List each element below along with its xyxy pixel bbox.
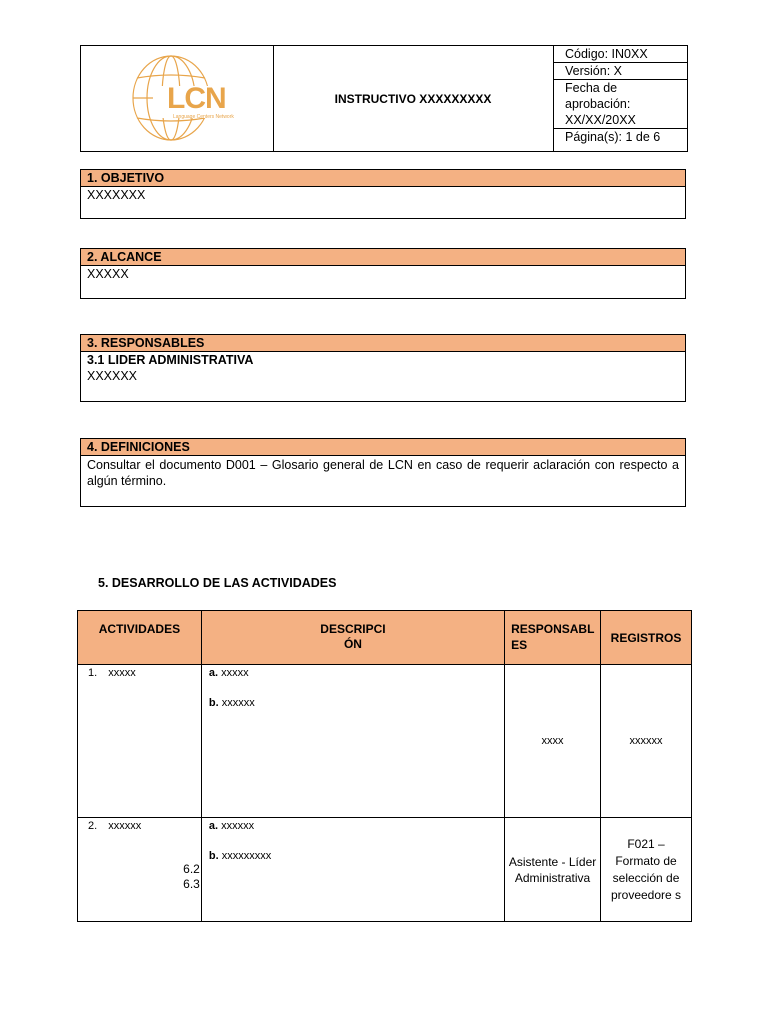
document-meta (554, 46, 687, 151)
step-b-label: b. (208, 850, 219, 862)
section-objetivo (80, 169, 686, 219)
table-row (78, 818, 692, 922)
section-title: 1. OBJETIVO (81, 170, 685, 187)
ref-6-2: 6.2 (183, 862, 200, 876)
cell-responsables: xxxx (505, 665, 601, 818)
step-a-label: a. (208, 820, 219, 832)
step-a-text: xxxxxx (218, 820, 255, 832)
section-subtitle: 3.1 LIDER ADMINISTRATIVA (87, 353, 254, 367)
section-title: 2. ALCANCE (81, 249, 685, 266)
document-title: INSTRUCTIVO XXXXXXXXX (273, 46, 554, 151)
document-header (80, 45, 688, 152)
fecha-line-3: XX/XX/20XX (565, 113, 636, 127)
fecha-line-2: aprobación: (565, 97, 631, 111)
col-descripcion-2: ÓN (343, 637, 362, 651)
fecha-line-1: Fecha de (565, 81, 618, 95)
col-responsables (505, 611, 601, 665)
section-body: XXXXXXX (87, 188, 146, 202)
col-registros: REGISTROS (601, 611, 692, 665)
section-definiciones (80, 438, 686, 507)
activities-table (77, 610, 692, 922)
section-desarrollo-title: 5. DESARROLLO DE LAS ACTIVIDADES (98, 576, 337, 590)
codigo: Código: IN0XX (554, 46, 687, 63)
logo-subtext: Language Centers Network (173, 114, 234, 120)
table-row (78, 665, 692, 818)
row-activity: xxxxxx (108, 820, 142, 832)
section-body: Consultar el documento D001 – Glosario general de LCN en caso de requerir aclaración con respecto a algún término. (87, 458, 679, 488)
cell-registros: F021 – Formato de selección de proveedore s (601, 818, 692, 922)
step-a-text: xxxxx (218, 667, 249, 679)
table-header-row (78, 611, 692, 665)
pagina: Página(s): 1 de 6 (565, 130, 661, 144)
logo-text: LCN (167, 82, 226, 115)
cell-descripcion (201, 665, 504, 818)
cell-responsables: Asistente - Líder Administrativa (505, 818, 601, 922)
cell-actividad (78, 665, 202, 818)
section-body: XXXXXX (87, 369, 138, 383)
row-number: 1. (88, 667, 98, 679)
section-title: 3. RESPONSABLES (81, 335, 685, 352)
row-number: 2. (88, 820, 98, 832)
section-title: 4. DEFINICIONES (81, 439, 685, 456)
step-b-label: b. (208, 697, 219, 709)
row-activity: xxxxx (108, 667, 136, 679)
cell-registros: xxxxxx (601, 665, 692, 818)
section-alcance (80, 248, 686, 299)
col-descripcion-1: DESCRIPCI (320, 622, 386, 636)
step-b-text: xxxxxx (218, 697, 255, 709)
cell-actividad (78, 818, 202, 922)
col-responsables-2: ES (511, 638, 528, 652)
col-descripcion (201, 611, 504, 665)
section-body: XXXXX (87, 267, 129, 281)
version: Versión: X (554, 63, 687, 80)
col-actividades: ACTIVIDADES (78, 611, 202, 665)
cell-descripcion (201, 818, 504, 922)
step-a-label: a. (208, 667, 219, 679)
ref-6-3: 6.3 (183, 877, 200, 891)
section-responsables (80, 334, 686, 402)
step-b-text: xxxxxxxxx (218, 850, 272, 862)
fecha-aprobacion (554, 80, 687, 129)
col-responsables-1: RESPONSABL (511, 622, 595, 636)
lcn-logo (81, 46, 274, 151)
